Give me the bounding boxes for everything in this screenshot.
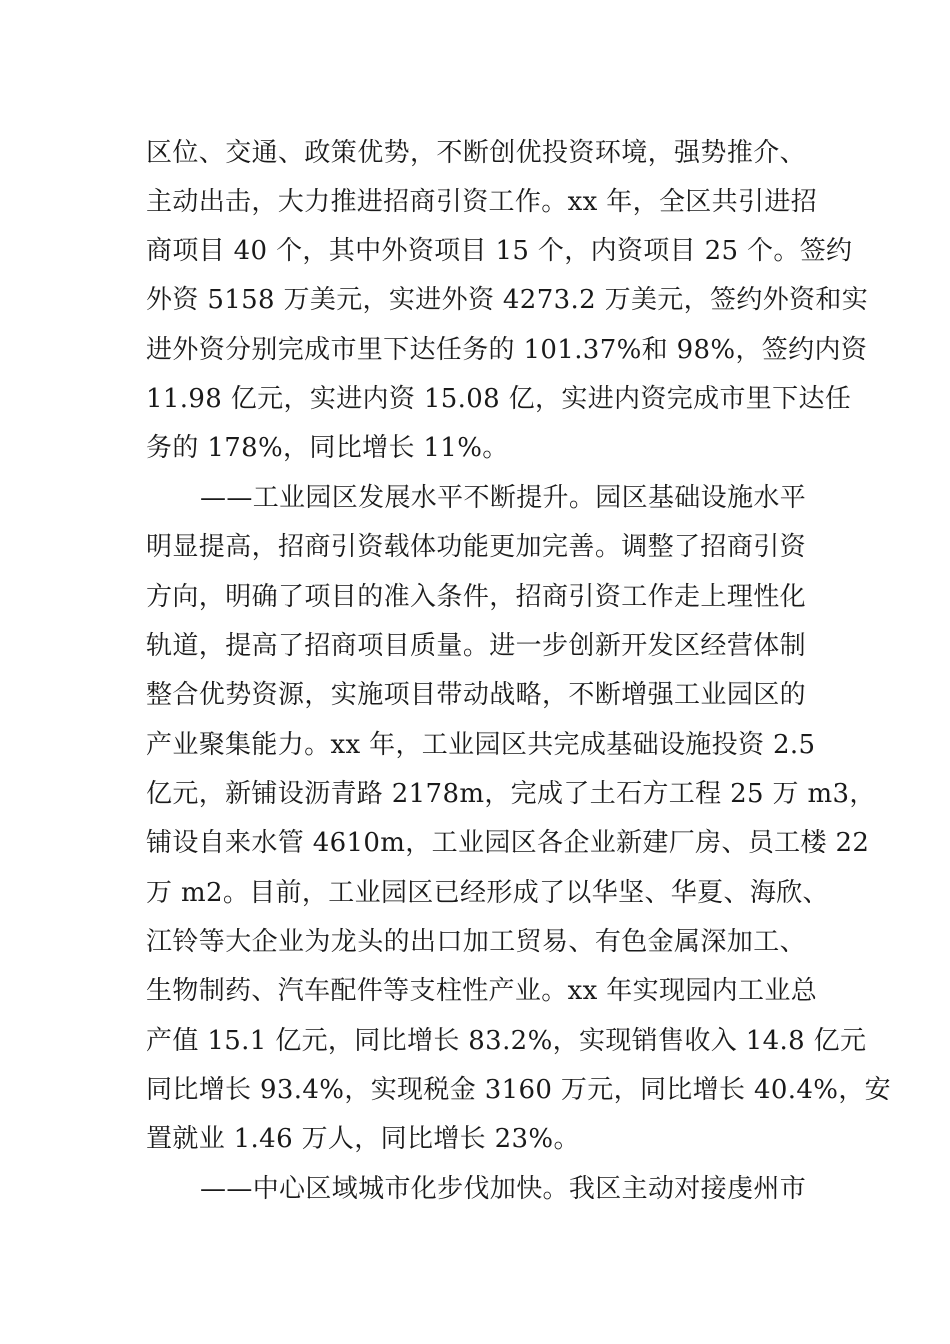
- text-line-17: 江铃等大企业为龙头的出口加工贸易、有色金属深加工、: [146, 927, 806, 957]
- text-line-12: 整合优势资源，实施项目带动战略，不断增强工业园区的: [146, 680, 806, 710]
- text-line-11: 轨道，提高了招商项目质量。进一步创新开发区经营体制: [146, 631, 806, 661]
- text-line-7: 务的 178%，同比增长 11%。: [146, 433, 509, 463]
- text-line-4: 外资 5158 万美元，实进外资 4273.2 万美元，签约外资和实: [146, 285, 869, 315]
- text-line-21: 置就业 1.46 万人，同比增长 23%。: [146, 1124, 580, 1154]
- text-line-18: 生物制药、汽车配件等支柱性产业。xx 年实现园内工业总: [146, 976, 818, 1006]
- text-line-19: 产值 15.1 亿元，同比增长 83.2%，实现销售收入 14.8 亿元: [146, 1026, 867, 1056]
- text-line-1: 区位、交通、政策优势，不断创优投资环境，强势推介、: [146, 138, 806, 168]
- text-line-6: 11.98 亿元，实进内资 15.08 亿，实进内资完成市里下达任: [146, 384, 852, 414]
- text-line-9: 明显提高，招商引资载体功能更加完善。调整了招商引资: [146, 532, 806, 562]
- text-line-13: 产业聚集能力。xx 年，工业园区共完成基础设施投资 2.5: [146, 730, 816, 760]
- text-line-5: 进外资分别完成市里下达任务的 101.37%和 98%，签约内资: [146, 335, 868, 365]
- text-line-14: 亿元，新铺设沥青路 2178m，完成了土石方工程 25 万 m3，: [146, 779, 876, 809]
- text-line-3: 商项目 40 个，其中外资项目 15 个，内资项目 25 个。签约: [146, 236, 853, 266]
- text-line-10: 方向，明确了项目的准入条件，招商引资工作走上理性化: [146, 582, 806, 612]
- text-line-15: 铺设自来水管 4610m，工业园区各企业新建厂房、员工楼 22: [146, 828, 870, 858]
- text-line-16: 万 m2。目前，工业园区已经形成了以华坚、华夏、海欣、: [146, 878, 829, 908]
- text-line-20: 同比增长 93.4%，实现税金 3160 万元，同比增长 40.4%，安: [146, 1075, 892, 1105]
- paragraph-heading-industrial-park: ——工业园区发展水平不断提升。园区基础设施水平: [200, 483, 807, 513]
- text-line-2: 主动出击，大力推进招商引资工作。xx 年，全区共引进招: [146, 187, 818, 217]
- paragraph-heading-urbanization: ——中心区域城市化步伐加快。我区主动对接虔州市: [200, 1174, 807, 1204]
